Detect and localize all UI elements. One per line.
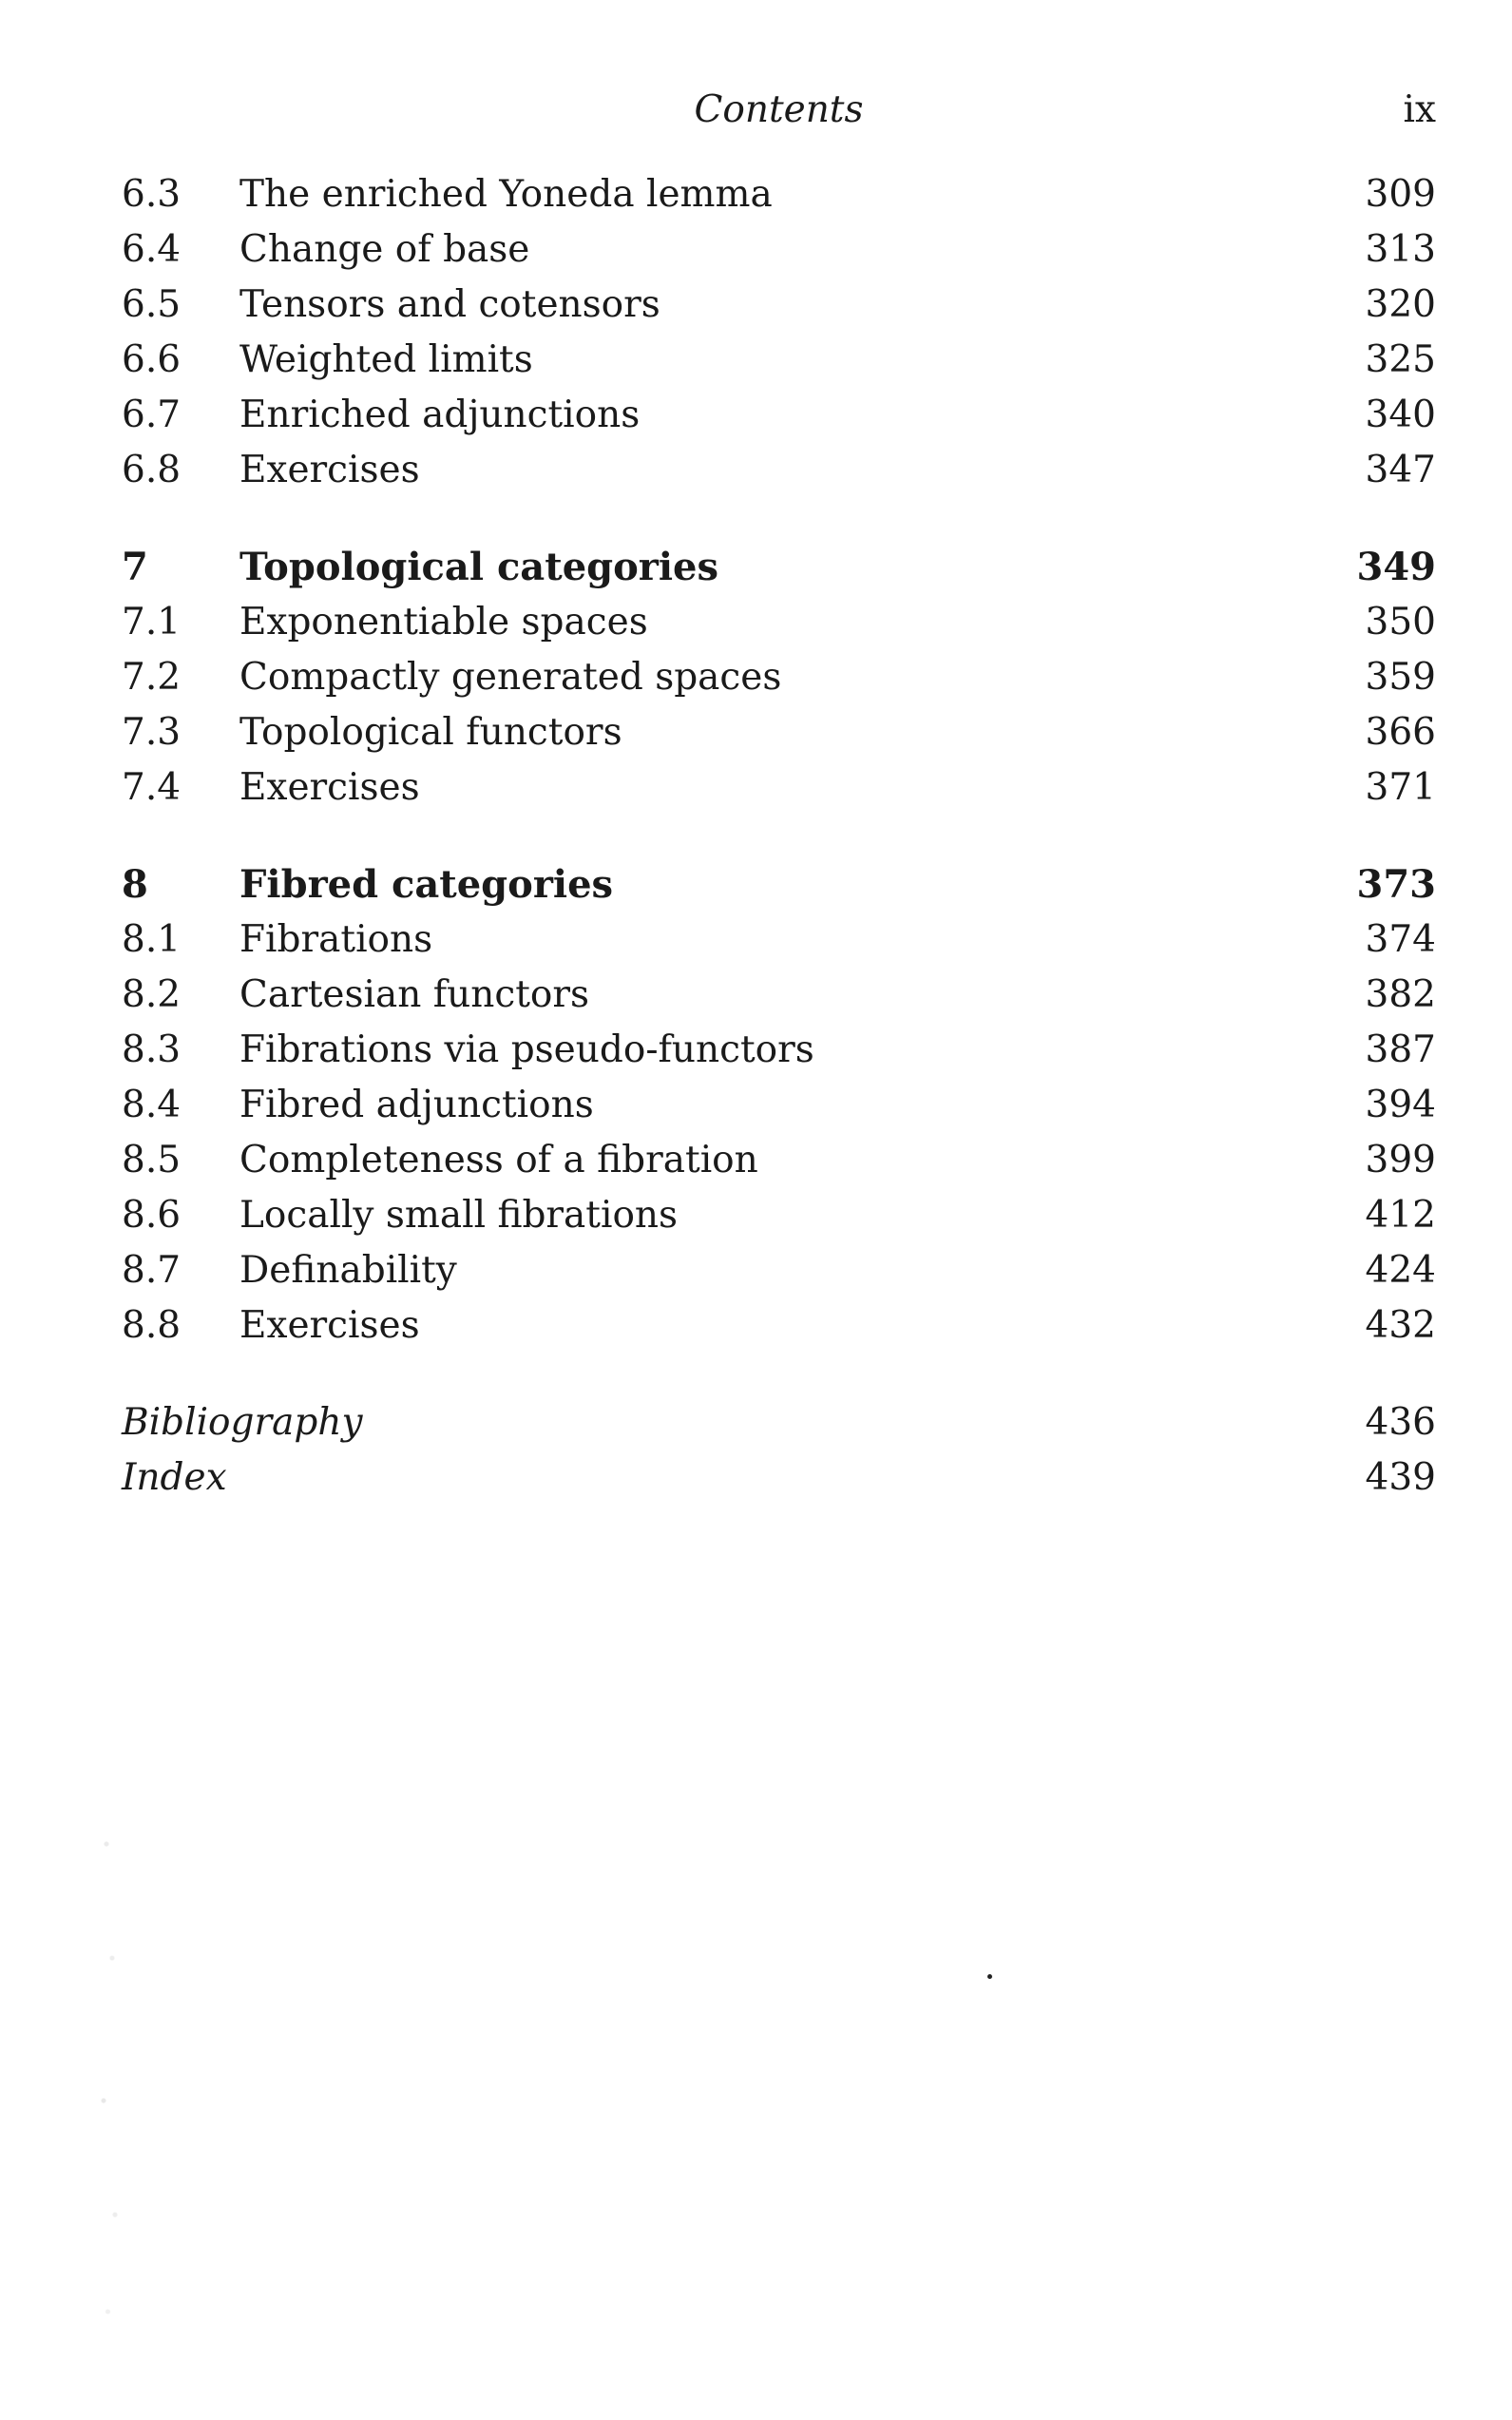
- section-page: 374: [1365, 918, 1436, 961]
- toc-entry-8-1: [122, 912, 1436, 968]
- section-number: 8.7: [122, 1249, 182, 1292]
- section-page: 371: [1365, 766, 1436, 809]
- chapter-spacer: [122, 816, 1436, 857]
- section-number: 8.5: [122, 1139, 182, 1181]
- section-number: 8.4: [122, 1084, 182, 1126]
- section-number: 7.4: [122, 766, 182, 809]
- section-number: 8.8: [122, 1304, 182, 1347]
- toc-entry-7-2: [122, 650, 1436, 705]
- section-title: Tensors and cotensors: [239, 283, 660, 326]
- running-header: [122, 84, 1436, 137]
- section-page: 359: [1365, 656, 1436, 699]
- backmatter-page: 436: [1365, 1401, 1436, 1444]
- section-page: 340: [1365, 394, 1436, 436]
- section-page: 387: [1365, 1028, 1436, 1071]
- chapter-title: Topological categories: [239, 545, 719, 589]
- section-title: Fibrations via pseudo-functors: [239, 1028, 814, 1071]
- section-number: 7.2: [122, 656, 182, 699]
- chapter-page: 373: [1356, 862, 1436, 907]
- section-title: Exercises: [239, 766, 420, 809]
- backmatter-spacer: [122, 1354, 1436, 1395]
- toc-entry-6-4: [122, 222, 1436, 278]
- section-title: Completeness of a fibration: [239, 1139, 758, 1181]
- backmatter-title: Index: [122, 1456, 227, 1499]
- toc-entry-8-7: [122, 1243, 1436, 1298]
- section-number: 7.1: [122, 601, 182, 643]
- section-page: 382: [1365, 973, 1436, 1016]
- section-title: Cartesian functors: [239, 973, 590, 1016]
- chapter-number: 7: [122, 545, 148, 589]
- section-number: 7.3: [122, 711, 182, 754]
- chapter-number: 8: [122, 862, 148, 907]
- toc-entry-8-3: [122, 1023, 1436, 1078]
- section-title: Definability: [239, 1249, 457, 1292]
- section-number: 6.3: [122, 173, 182, 216]
- section-page: 325: [1365, 338, 1436, 381]
- section-number: 8.3: [122, 1028, 182, 1071]
- section-title: Locally small fibrations: [239, 1194, 679, 1237]
- toc-entry-6-3: [122, 167, 1436, 222]
- running-header-title: Contents: [694, 88, 864, 131]
- toc-entry-6-8: [122, 443, 1436, 498]
- section-title: Weighted limits: [239, 338, 533, 381]
- table-of-contents: [122, 167, 1436, 1506]
- section-title: Enriched adjunctions: [239, 394, 641, 436]
- section-number: 8.1: [122, 918, 182, 961]
- section-page: 412: [1365, 1194, 1436, 1237]
- page-number: ix: [1403, 88, 1436, 131]
- section-number: 6.6: [122, 338, 182, 381]
- chapter-spacer: [122, 498, 1436, 540]
- section-page: 350: [1365, 601, 1436, 643]
- backmatter-page: 439: [1365, 1456, 1436, 1499]
- section-page: 366: [1365, 711, 1436, 754]
- section-title: Exercises: [239, 449, 420, 491]
- chapter-title: Fibred categories: [239, 862, 614, 907]
- section-number: 6.4: [122, 228, 182, 271]
- section-page: 320: [1365, 283, 1436, 326]
- toc-entry-6-7: [122, 388, 1436, 443]
- toc-chapter-7: [122, 540, 1436, 595]
- toc-entry-6-6: [122, 333, 1436, 388]
- section-page: 424: [1365, 1249, 1436, 1292]
- section-number: 8.6: [122, 1194, 182, 1237]
- toc-entry-7-4: [122, 760, 1436, 816]
- section-title: Exponentiable spaces: [239, 601, 648, 643]
- toc-entry-6-5: [122, 278, 1436, 333]
- section-title: Topological functors: [239, 711, 622, 754]
- section-title: Change of base: [239, 228, 530, 271]
- section-title: Compactly generated spaces: [239, 656, 782, 699]
- section-title: The enriched Yoneda lemma: [239, 173, 773, 216]
- section-number: 6.8: [122, 449, 182, 491]
- section-page: 347: [1365, 449, 1436, 491]
- toc-entry-8-4: [122, 1078, 1436, 1133]
- toc-entry-bibliography: [122, 1395, 1436, 1450]
- section-page: 399: [1365, 1139, 1436, 1181]
- section-number: 6.7: [122, 394, 182, 436]
- toc-chapter-8: [122, 857, 1436, 912]
- chapter-page: 349: [1356, 545, 1436, 589]
- section-title: Fibred adjunctions: [239, 1084, 594, 1126]
- toc-entry-8-2: [122, 968, 1436, 1023]
- section-page: 309: [1365, 173, 1436, 216]
- section-number: 6.5: [122, 283, 182, 326]
- toc-entry-8-5: [122, 1133, 1436, 1188]
- toc-entry-7-3: [122, 705, 1436, 760]
- section-title: Exercises: [239, 1304, 420, 1347]
- section-page: 313: [1365, 228, 1436, 271]
- section-title: Fibrations: [239, 918, 433, 961]
- section-number: 8.2: [122, 973, 182, 1016]
- scan-margin-noise: [95, 1787, 124, 2357]
- toc-entry-8-8: [122, 1298, 1436, 1354]
- toc-entry-8-6: [122, 1188, 1436, 1243]
- scan-speck: [987, 1974, 992, 1979]
- toc-entry-7-1: [122, 595, 1436, 650]
- section-page: 394: [1365, 1084, 1436, 1126]
- section-page: 432: [1365, 1304, 1436, 1347]
- toc-entry-index: [122, 1450, 1436, 1506]
- backmatter-title: Bibliography: [122, 1401, 363, 1444]
